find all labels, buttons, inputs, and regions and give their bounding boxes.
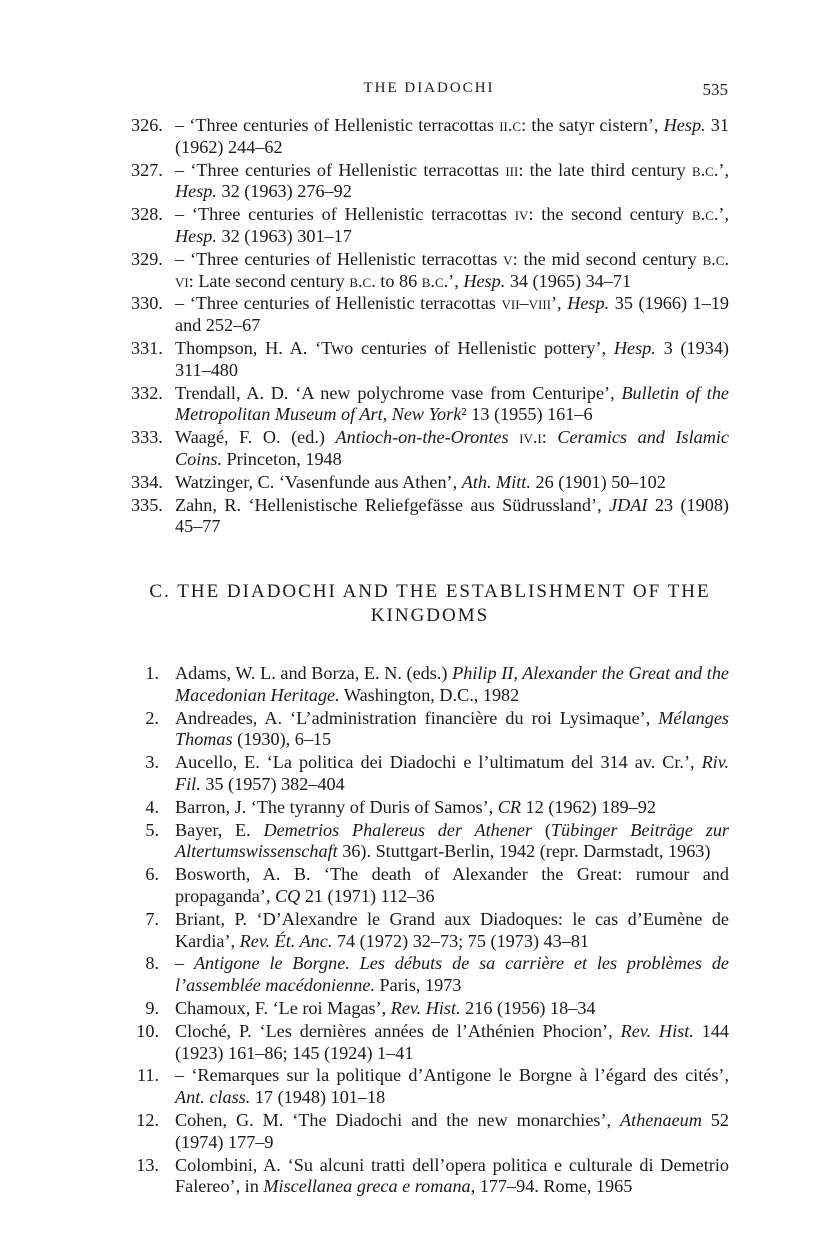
entry-text: 12 (1962) 189–92 — [521, 796, 656, 817]
entry-number: 331. — [131, 337, 163, 358]
bibliography-entry — [131, 797, 729, 819]
entry-text: Washington, D.C., 1982 — [339, 684, 520, 705]
entry-text — [509, 427, 520, 447]
bibliography-entry — [131, 820, 729, 864]
entry-text: Andreades, A. ‘L’administration financière du roi Lysimaque’, — [175, 707, 659, 728]
entry-italic-text: Mélanges Thomas — [175, 707, 729, 750]
entry-italic-text: Miscellanea greca e romana — [263, 1176, 471, 1197]
entry-text: 23 (1908) 45–77 — [175, 494, 729, 537]
entry-number: 332. — [131, 382, 163, 403]
entry-text: 36). Stuttgart-Berlin, 1942 (repr. Darmstadt, 1963) — [337, 841, 711, 862]
bibliography-entry — [131, 204, 729, 248]
entry-number: 326. — [131, 115, 163, 135]
entry-italic-text: Bulletin of the Metropolitan Museum of Art, New York — [175, 382, 729, 425]
entry-italic-text: Tübinger Beiträge zur Altertumswissenschaft — [175, 819, 729, 862]
entry-text: Trendall, A. D. ‘A new polychrome vase from Centuripe’, — [175, 382, 622, 403]
entry-text: ² 13 (1955) 161–6 — [461, 404, 593, 425]
entry-text: – — [175, 953, 194, 974]
bibliography-entry — [131, 708, 729, 752]
entry-italic-text: CQ — [275, 885, 301, 906]
bibliography-entry — [131, 115, 729, 159]
entry-number: 327. — [131, 159, 163, 180]
entry-number: 335. — [131, 494, 163, 515]
entry-text: Thompson, H. A. ‘Two centuries of Hellenistic pottery’, — [175, 337, 614, 358]
bibliography-entry — [131, 1155, 729, 1199]
entry-text: 35 (1966) 1–19 and 252–67 — [175, 293, 730, 336]
entry-text: 26 (1901) 50–102 — [530, 471, 666, 492]
entry-italic-text: Athenaeum — [620, 1109, 702, 1130]
entry-text: b.c. vi — [175, 248, 730, 291]
entry-text: ii.c — [499, 115, 522, 135]
entry-text: ’, — [718, 159, 729, 180]
entry-number: 8. — [145, 953, 159, 974]
bibliography-entry — [131, 1110, 729, 1154]
entry-italic-text: Philip II, Alexander the Great and the Macedonian Heritage. — [175, 663, 729, 705]
bibliography-entry — [131, 383, 729, 427]
entry-text: : the second century — [528, 204, 692, 225]
bibliography-entry — [131, 249, 729, 293]
entry-text: b.c. — [349, 270, 376, 291]
entry-text: Paris, 1973 — [375, 975, 462, 996]
entry-italic-text: Antioch-on-the-Orontes — [335, 427, 509, 448]
page-number: 535 — [702, 80, 728, 99]
entry-italic-text: Riv. Fil. — [175, 752, 729, 794]
bibliography-entry — [131, 293, 729, 337]
entry-text: – ‘Three centuries of Hellenistic terracottas — [175, 115, 500, 135]
entry-text: , 177–94. Rome, 1965 — [470, 1176, 633, 1197]
entry-text: Cloché, P. ‘Les dernières années de l’Athénien Phocion’, — [175, 1020, 621, 1041]
entry-number: 1. — [145, 663, 159, 683]
entry-text: 35 (1957) 382–404 — [200, 773, 345, 794]
entry-text: Bayer, E. — [175, 819, 264, 840]
bibliography-entry — [131, 472, 729, 494]
bibliography-entry — [131, 160, 729, 204]
bibliography-entry — [131, 752, 729, 796]
entry-italic-text: Ceramics and Islamic Coins. — [175, 427, 729, 469]
entry-number: 333. — [131, 427, 163, 448]
section-heading: C. THE DIADOCHI AND THE ESTABLISHMENT OF THE KINGDOMS — [149, 581, 711, 626]
entry-text: ’, — [718, 204, 729, 225]
entry-text: v — [503, 248, 513, 269]
entry-italic-text: CR — [497, 796, 522, 817]
entry-number: 13. — [136, 1154, 159, 1175]
entry-text: ’, — [448, 270, 464, 291]
entry-text: Barron, J. ‘The tyranny of Duris of Samos’, — [175, 796, 498, 817]
entry-text: – ‘Three centuries of Hellenistic terracottas — [175, 204, 515, 225]
entry-text: – ‘Three centuries of Hellenistic terracottas — [175, 293, 502, 314]
entry-number: 4. — [145, 796, 159, 817]
entry-text: to 86 — [375, 270, 422, 291]
entry-number: 330. — [131, 293, 163, 314]
entry-text: – ‘Three centuries of Hellenistic terracottas — [175, 248, 504, 269]
entry-number: 3. — [145, 752, 159, 773]
entry-text: b.c. — [691, 159, 719, 180]
bibliography-entry — [131, 1021, 729, 1065]
entry-italic-text: Rev. Ét. Anc. — [239, 930, 333, 951]
entry-italic-text: JDAI — [609, 494, 648, 515]
entry-number: 5. — [145, 819, 159, 840]
entry-italic-text: Ant. class. — [175, 1087, 251, 1108]
bibliography-entry — [131, 864, 729, 908]
entry-text: 3 (1934) 311–480 — [175, 337, 729, 380]
entry-italic-text: Demetrios Phalereus der Athener — [263, 819, 533, 840]
entry-italic-text: Rev. Hist. — [620, 1020, 694, 1041]
entry-italic-text: Hesp. — [663, 115, 706, 135]
entry-italic-text: Hesp. — [613, 337, 656, 358]
bibliography-entry — [131, 495, 729, 539]
entry-text: 32 (1963) 301–17 — [216, 225, 352, 246]
entry-number: 12. — [136, 1109, 159, 1130]
entry-text: 21 (1971) 112–36 — [300, 885, 435, 906]
entry-text: : Late second century — [188, 270, 350, 291]
entry-text: : the late third century — [518, 159, 692, 180]
entry-number: 7. — [145, 908, 159, 929]
entry-text: ’, — [551, 293, 568, 314]
bibliography-entry — [131, 427, 729, 471]
entry-text: : the mid second century — [512, 248, 703, 269]
running-head-title: THE DIADOCHI — [363, 80, 495, 96]
bibliography-list-continued — [131, 115, 729, 539]
entry-text: ( — [532, 819, 551, 840]
entry-number: 10. — [136, 1020, 159, 1041]
entry-text: Adams, W. L. and Borza, E. N. (eds.) — [175, 663, 453, 683]
entry-italic-text: Ath. Mitt. — [461, 471, 531, 492]
entry-text: Aucello, E. ‘La politica dei Diadochi e l’ultimatum del 314 av. Cr.’, — [175, 752, 702, 773]
entry-italic-text: Hesp. — [175, 225, 217, 246]
entry-italic-text: Antigone le Borgne. Les débuts de sa carrière et les problèmes de l’assemblée macédonienne. — [175, 953, 729, 996]
bibliography-entry — [131, 998, 729, 1020]
entry-text: 74 (1972) 32–73; 75 (1973) 43–81 — [332, 930, 590, 951]
entry-text: iv — [514, 204, 529, 225]
bibliography-entry — [131, 1065, 729, 1109]
entry-number: 334. — [131, 471, 163, 492]
entry-text: iv.i — [519, 427, 542, 448]
entry-italic-text: Hesp. — [175, 181, 217, 202]
bibliography-list-diadochi — [131, 663, 729, 1199]
entry-number: 9. — [145, 997, 159, 1018]
entry-text: Cohen, G. M. ‘The Diadochi and the new monarchies’, — [175, 1109, 621, 1130]
entry-text: 31 (1962) 244–62 — [175, 115, 729, 157]
bibliography-entry — [131, 338, 729, 382]
entry-text: b.c. — [691, 204, 719, 225]
entry-text: iii — [505, 159, 519, 180]
entry-text: Chamoux, F. ‘Le roi Magas’, — [175, 997, 391, 1018]
bibliography-entry — [131, 909, 729, 953]
bibliography-entry — [131, 953, 729, 997]
entry-text: vii–viii — [501, 293, 551, 314]
entry-number: 11. — [136, 1065, 159, 1086]
entry-text: – ‘Three centuries of Hellenistic terracottas — [175, 159, 506, 180]
entry-number: 6. — [145, 864, 159, 885]
entry-text: Briant, P. ‘D’Alexandre le Grand aux Diadoques: le cas d’Eumène de Kardia’, — [175, 908, 729, 951]
entry-text: 216 (1956) 18–34 — [460, 997, 596, 1018]
entry-text: 32 (1963) 276–92 — [216, 181, 352, 202]
bibliography-entry — [131, 663, 729, 707]
entry-text: b.c. — [421, 270, 449, 291]
entry-text: Bosworth, A. B. ‘The death of Alexander the Great: rumour and propaganda’, — [175, 864, 729, 906]
entry-text: Watzinger, C. ‘Vasenfunde aus Athen’, — [175, 471, 462, 492]
entry-text: Princeton, 1948 — [222, 448, 342, 469]
entry-number: 329. — [131, 248, 163, 269]
entry-text: – ‘Remarques sur la politique d’Antigone le Borgne à l’égard des cités’, — [175, 1065, 729, 1086]
entry-text: (1930), 6–15 — [232, 729, 332, 750]
entry-number: 2. — [145, 707, 159, 728]
entry-italic-text: Hesp. — [463, 270, 506, 291]
entry-text: : — [541, 427, 558, 448]
running-head — [130, 80, 728, 102]
entry-text: : the satyr cistern’, — [521, 115, 664, 135]
entry-number: 328. — [131, 204, 163, 225]
entry-text: Waagé, F. O. (ed.) — [175, 427, 336, 448]
entry-text: 17 (1948) 101–18 — [250, 1087, 386, 1108]
entry-text: 144 (1923) 161–86; 145 (1924) 1–41 — [175, 1020, 729, 1063]
entry-italic-text: Rev. Hist. — [390, 997, 461, 1018]
entry-text: 52 (1974) 177–9 — [175, 1109, 729, 1152]
entry-text: Zahn, R. ‘Hellenistische Reliefgefässe aus Südrussland’, — [175, 494, 610, 515]
entry-italic-text: Hesp. — [567, 293, 610, 314]
entry-text: 34 (1965) 34–71 — [505, 270, 632, 291]
entry-text: Colombini, A. ‘Su alcuni tratti dell’opera politica e culturale di Demetrio Falereo’, in — [175, 1154, 729, 1197]
